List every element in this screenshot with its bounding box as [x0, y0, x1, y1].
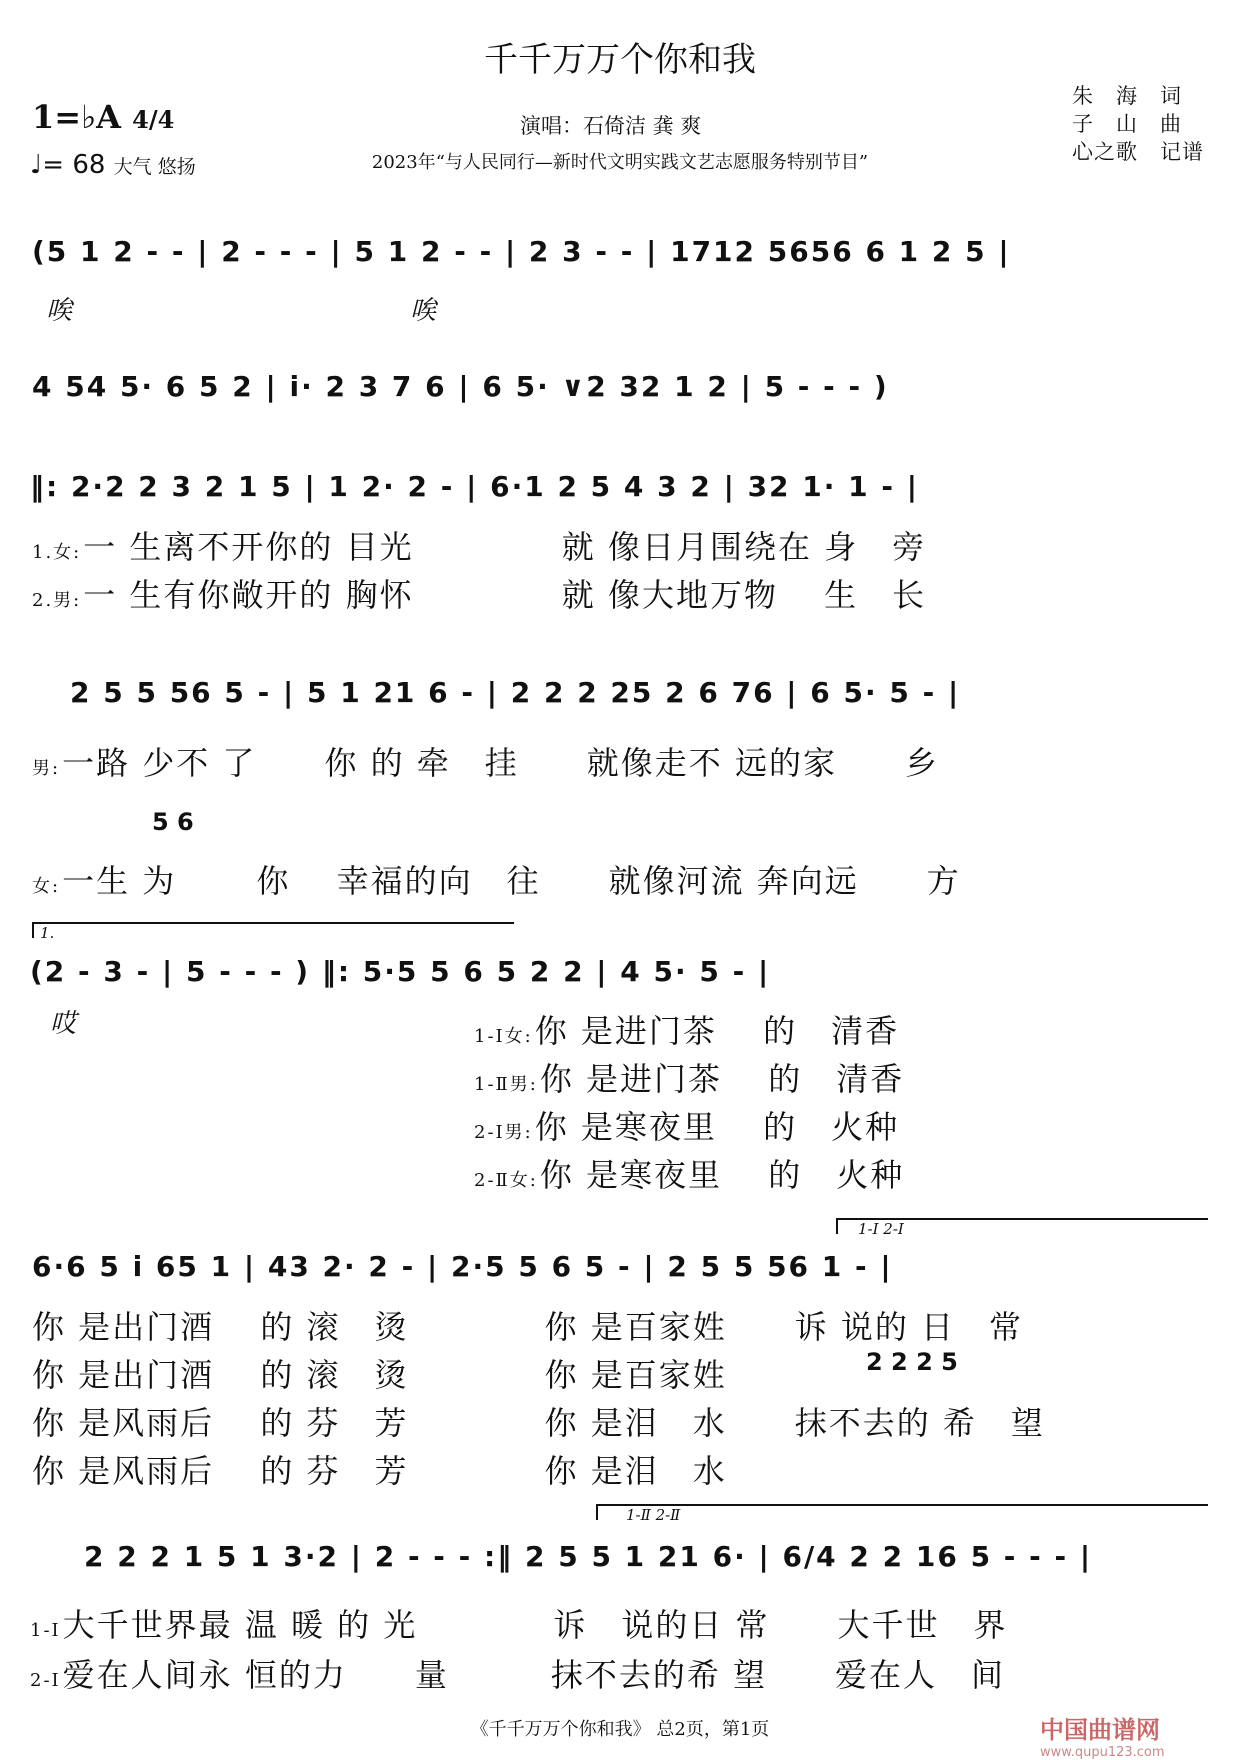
verse-row: 你 是风雨后 的 芬 芳 你 是泪 水 — [32, 1452, 727, 1490]
verse-row: 1.女:一 生离不开你的 目光 就 像日月围绕在 身 旁 — [32, 528, 927, 566]
system-6-lyric: 哎 — [50, 1009, 79, 1039]
verse-label: 男: — [32, 758, 61, 779]
verse-row: 女:一生 为 你 幸福的向 往 就像河流 奔向远 方 — [32, 862, 961, 900]
verse-row: 1-Ⅱ男:你 是进门茶 的 清香 — [474, 1060, 905, 1098]
system-8-notes: 2 2 2 1 5 1 3·2 | 2 - - - :‖ 2 5 5 1 21 6· | 6/4 2 2 16 5 - - - | — [84, 1540, 1093, 1573]
key-signature: 1=♭A 4/4 — [32, 98, 175, 136]
tempo-mark: ♩= 68 大气 悠扬 — [30, 150, 196, 180]
verse-row: 男:一路 少不 了 你 的 牵 挂 就像走不 远的家 乡 — [32, 744, 939, 782]
verse-label: 2-Ⅱ女: — [474, 1170, 538, 1191]
volta-label: 1. — [40, 924, 55, 942]
system-2-notes: 4 54 5· 6 5 2 | i· 2 3 7 6 | 6 5· ∨2 32 1 2 | 5 - - - ) — [32, 370, 889, 403]
volta-label: 1-Ⅱ 2-Ⅱ — [626, 1506, 681, 1524]
page-footer: 《千千万万个你和我》 总2页，第1页 — [470, 1719, 770, 1740]
volta-label: 1-Ⅰ 2-Ⅰ — [858, 1220, 904, 1238]
system-1-lyric-1: 唉 — [46, 296, 75, 326]
verse-label: 1-Ⅱ男: — [474, 1074, 538, 1095]
composer: 子 山 曲 — [1072, 112, 1182, 136]
system-7-notes: 6·6 5 i 65 1 | 43 2· 2 - | 2·5 5 6 5 - | 2 5 5 56 1 - | — [32, 1250, 893, 1283]
verse-label: 1.女: — [32, 542, 82, 563]
verse-label: 1-Ⅰ — [30, 1620, 61, 1641]
verse-row: 1-Ⅰ女:你 是进门茶 的 清香 — [474, 1012, 900, 1050]
extra-notes: 2 2 2 5 — [866, 1348, 958, 1376]
verse-row: 你 是出门酒 的 滚 烫 你 是百家姓 — [32, 1356, 727, 1394]
time-signature: 4/4 — [132, 105, 175, 134]
volta-bracket — [596, 1504, 1208, 1520]
system-1-lyric-2: 唉 — [410, 296, 439, 326]
watermark-logo: 中国曲谱网 www.qupu123.com — [1040, 1716, 1165, 1760]
verse-label: 2.男: — [32, 590, 82, 611]
program-name: 2023年“与人民同行—新时代文明实践文艺志愿服务特别节目” — [371, 152, 869, 173]
verse-row: 2-Ⅰ男:你 是寒夜里 的 火种 — [474, 1108, 900, 1146]
system-5-notes: 5 6 — [152, 808, 194, 836]
verse-label: 2-Ⅰ — [30, 1670, 61, 1691]
verse-row: 1-Ⅰ大千世界最 温 暖 的 光 诉 说的日 常 大千世 界 — [30, 1606, 1008, 1644]
lyricist: 朱 海 词 — [1072, 84, 1182, 108]
transcriber: 心之歌 记谱 — [1072, 140, 1204, 164]
verse-label: 女: — [32, 876, 61, 897]
verse-row: 2-Ⅱ女:你 是寒夜里 的 火种 — [474, 1156, 905, 1194]
system-1-notes: (5 1 2 - - | 2 - - - | 5 1 2 - - | 2 3 - - | 1712 5656 6 1 2 5 | — [32, 235, 1011, 268]
verse-row: 2-Ⅰ爱在人间永 恒的力 量 抹不去的希 望 爱在人 间 — [30, 1656, 1006, 1694]
system-3-notes: ‖: 2·2 2 3 2 1 5 | 1 2· 2 - | 6·1 2 5 4 3 2 | 32 1· 1 - | — [30, 470, 919, 503]
verse-label: 2-Ⅰ男: — [474, 1122, 533, 1143]
system-4-notes: 2 5 5 56 5 - | 5 1 21 6 - | 2 2 2 25 2 6 76 | 6 5· 5 - | — [70, 676, 961, 709]
singers: 演唱：石倚洁 龚 爽 — [520, 114, 702, 138]
volta-bracket — [32, 922, 514, 938]
page-title: 千千万万个你和我 — [484, 40, 756, 80]
verse-row: 你 是风雨后 的 芬 芳 你 是泪 水 抹不去的 希 望 — [32, 1404, 1045, 1442]
credits — [1072, 82, 1204, 166]
verse-label: 1-Ⅰ女: — [474, 1026, 533, 1047]
verse-row: 你 是出门酒 的 滚 烫 你 是百家姓 诉 说的 日 常 — [32, 1308, 1024, 1346]
system-6-notes: (2 - 3 - | 5 - - - ) ‖: 5·5 5 6 5 2 2 | 4 5· 5 - | — [30, 955, 771, 988]
verse-row: 2.男:一 生有你敞开的 胸怀 就 像大地万物 生 长 — [32, 576, 927, 614]
